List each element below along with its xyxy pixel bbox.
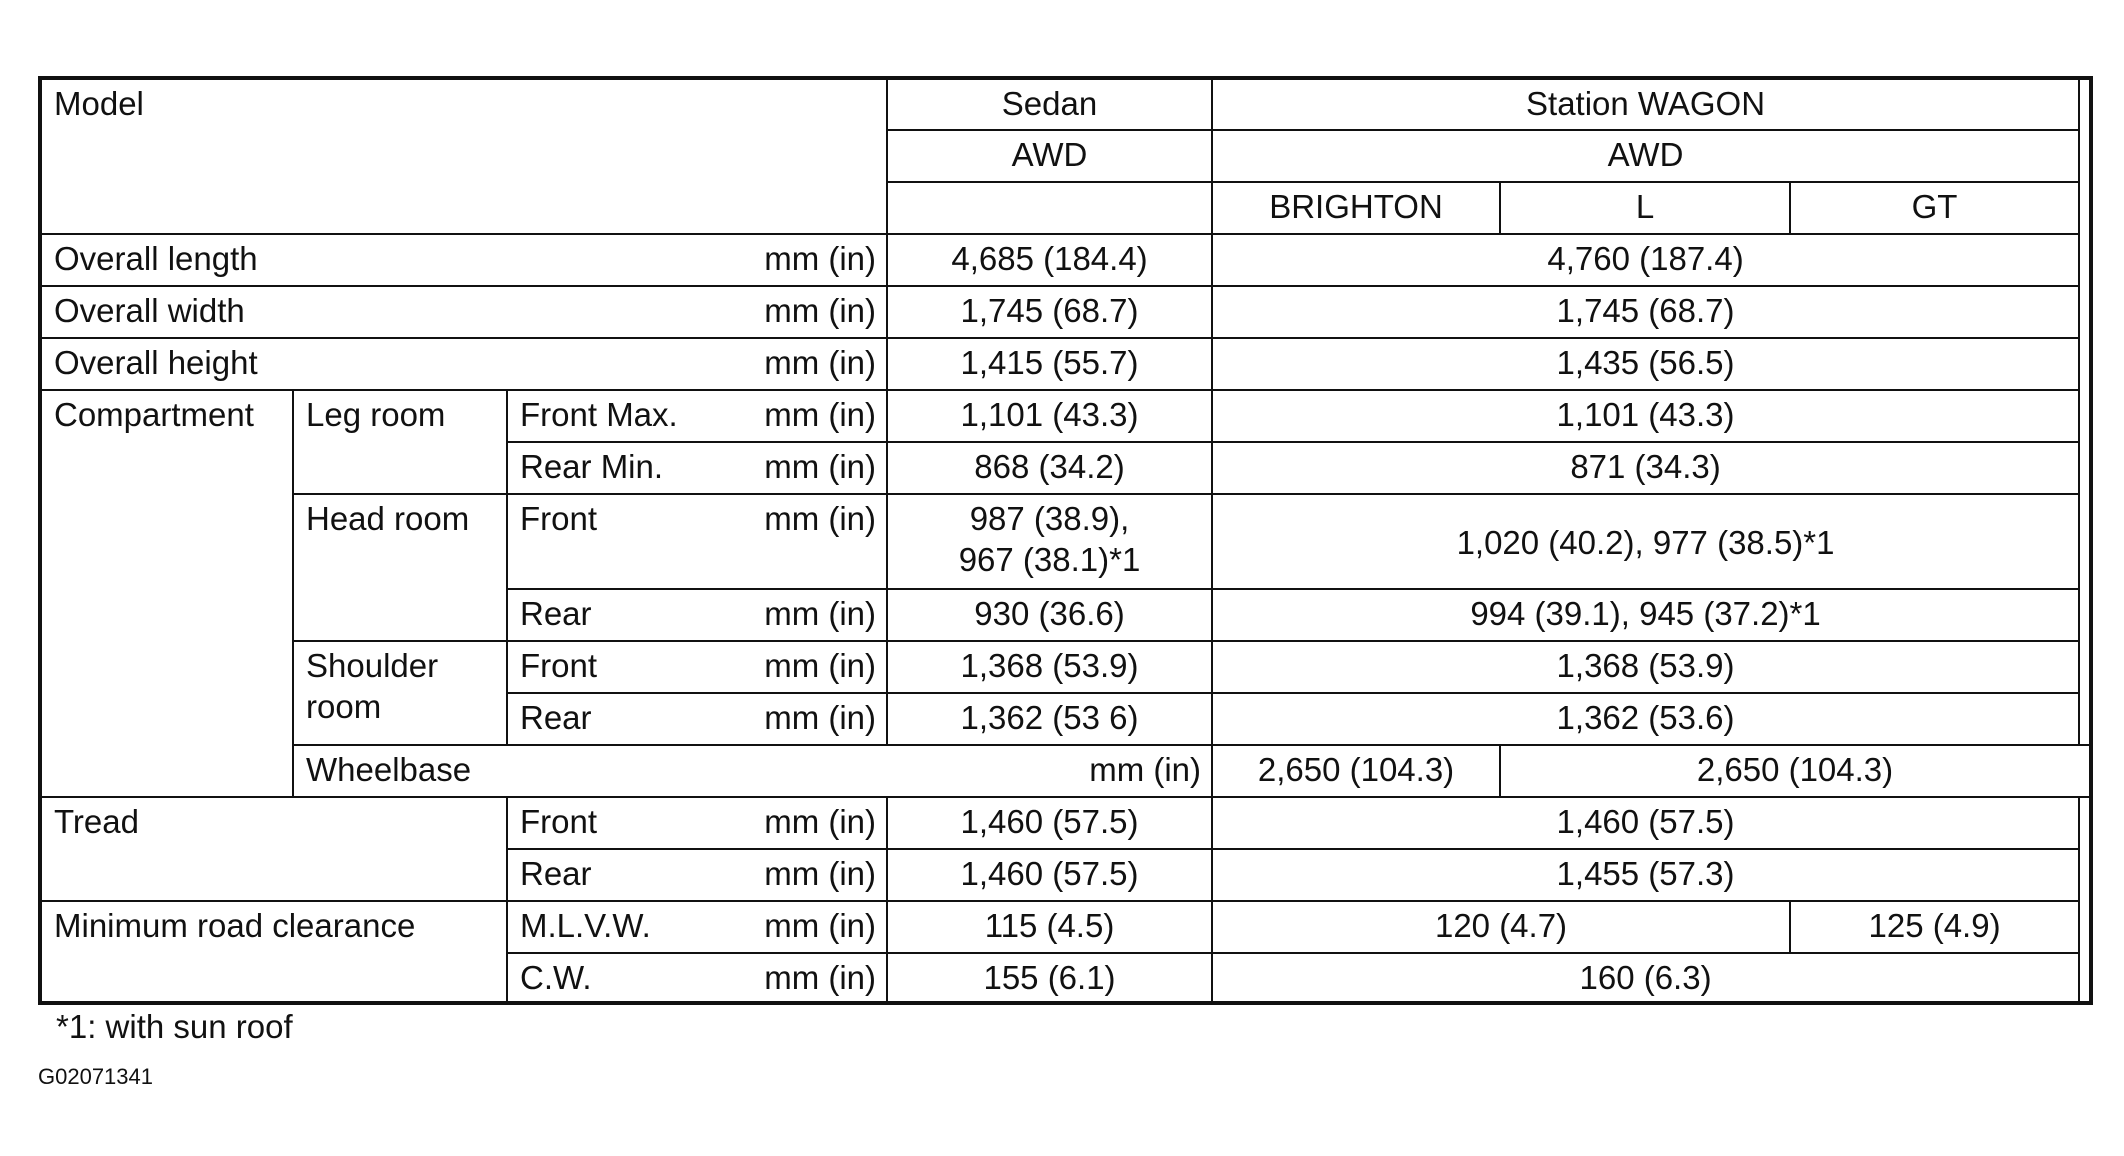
unit: mm (in) xyxy=(887,745,1212,797)
value-sedan-cw: 155 (6.1) xyxy=(887,953,1212,1003)
unit: mm (in) xyxy=(741,338,887,390)
value-sedan-tread-front: 1,460 (57.5) xyxy=(887,797,1212,849)
row-label-wheelbase: Wheelbase xyxy=(293,745,887,797)
value-sedan-mlvw: 115 (4.5) xyxy=(887,901,1212,953)
value-wagon-tread-rear: 1,455 (57.3) xyxy=(1212,849,2079,901)
header-trim-l: L xyxy=(1500,182,1790,234)
unit: mm (in) xyxy=(741,286,887,338)
value-wagon-brighton-l-mlvw: 120 (4.7) xyxy=(1212,901,1790,953)
value-sedan-leg-room-front: 1,101 (43.3) xyxy=(887,390,1212,442)
value-wagon-head-room-rear: 994 (39.1), 945 (37.2)*1 xyxy=(1212,589,2079,641)
unit: mm (in) xyxy=(741,641,887,693)
row-label-shoulder-room-line2: room xyxy=(306,688,382,726)
value-wagon-head-room-front: 1,020 (40.2), 977 (38.5)*1 xyxy=(1212,494,2079,589)
value-sedan-leg-room-rear: 868 (34.2) xyxy=(887,442,1212,494)
value-wagon-tread-front: 1,460 (57.5) xyxy=(1212,797,2079,849)
row-label-leg-room-front: Front Max. xyxy=(507,390,741,442)
row-label-min-road-clearance: Minimum road clearance xyxy=(40,901,507,1003)
row-label-head-room: Head room xyxy=(293,494,507,641)
value-sedan-overall-length: 4,685 (184.4) xyxy=(887,234,1212,286)
row-label-overall-width: Overall width xyxy=(40,286,741,338)
row-label-overall-height: Overall height xyxy=(40,338,741,390)
header-sedan-drive: AWD xyxy=(887,130,1212,182)
value-sedan-overall-height: 1,415 (55.7) xyxy=(887,338,1212,390)
value-wagon-leg-room-front: 1,101 (43.3) xyxy=(1212,390,2079,442)
unit: mm (in) xyxy=(741,442,887,494)
value-wagon-overall-length: 4,760 (187.4) xyxy=(1212,234,2079,286)
unit: mm (in) xyxy=(741,797,887,849)
value-sedan-shoulder-room-front: 1,368 (53.9) xyxy=(887,641,1212,693)
row-label-tread-rear: Rear xyxy=(507,849,741,901)
row-label-shoulder-room-rear: Rear xyxy=(507,693,741,745)
value-sedan-head-room-front xyxy=(887,494,1212,589)
value-wagon-shoulder-room-rear: 1,362 (53.6) xyxy=(1212,693,2079,745)
header-sedan-trim-empty xyxy=(887,182,1212,234)
row-label-leg-room: Leg room xyxy=(293,390,507,494)
row-label-tread: Tread xyxy=(40,797,507,901)
row-label-compartment: Compartment xyxy=(40,390,293,797)
header-model: Model xyxy=(40,78,887,234)
value-wagon-overall-height: 1,435 (56.5) xyxy=(1212,338,2079,390)
footnote-sun-roof: *1: with sun roof xyxy=(56,1008,293,1045)
value-sedan-wheelbase: 2,650 (104.3) xyxy=(1212,745,1500,797)
value-wagon-leg-room-rear: 871 (34.3) xyxy=(1212,442,2079,494)
unit: mm (in) xyxy=(741,901,887,953)
row-label-overall-length: Overall length xyxy=(40,234,741,286)
value-wagon-shoulder-room-front: 1,368 (53.9) xyxy=(1212,641,2079,693)
row-label-shoulder-room xyxy=(293,641,507,745)
row-label-leg-room-rear: Rear Min. xyxy=(507,442,741,494)
unit: mm (in) xyxy=(741,849,887,901)
value-sedan-head-room-front-line2: 967 (38.1)*1 xyxy=(958,541,1141,579)
value-wagon-gt-mlvw: 125 (4.9) xyxy=(1790,901,2079,953)
value-wagon-overall-width: 1,745 (68.7) xyxy=(1212,286,2079,338)
value-sedan-head-room-rear: 930 (36.6) xyxy=(887,589,1212,641)
unit: mm (in) xyxy=(741,234,887,286)
value-sedan-head-room-front-line1: 987 (38.9), xyxy=(969,500,1130,537)
header-station-wagon: Station WAGON xyxy=(1212,78,2079,130)
value-wagon-wheelbase: 2,650 (104.3) xyxy=(1500,745,2091,797)
row-label-head-room-front: Front xyxy=(507,494,741,589)
value-sedan-overall-width: 1,745 (68.7) xyxy=(887,286,1212,338)
unit: mm (in) xyxy=(741,693,887,745)
row-label-head-room-rear: Rear xyxy=(507,589,741,641)
header-trim-brighton: BRIGHTON xyxy=(1212,182,1500,234)
row-label-shoulder-room-line1: Shoulder xyxy=(306,647,439,684)
dimensions-table xyxy=(38,76,2093,1005)
header-trim-gt: GT xyxy=(1790,182,2079,234)
value-wagon-cw: 160 (6.3) xyxy=(1212,953,2079,1003)
header-wagon-drive: AWD xyxy=(1212,130,2079,182)
value-sedan-shoulder-room-rear: 1,362 (53 6) xyxy=(887,693,1212,745)
row-label-mlvw: M.L.V.W. xyxy=(507,901,741,953)
figure-code: G02071341 xyxy=(38,1064,153,1089)
unit: mm (in) xyxy=(741,589,887,641)
unit: mm (in) xyxy=(741,494,887,589)
row-label-shoulder-room-front: Front xyxy=(507,641,741,693)
header-sedan: Sedan xyxy=(887,78,1212,130)
unit: mm (in) xyxy=(741,953,887,1003)
row-label-cw: C.W. xyxy=(507,953,741,1003)
row-label-tread-front: Front xyxy=(507,797,741,849)
unit: mm (in) xyxy=(741,390,887,442)
value-sedan-tread-rear: 1,460 (57.5) xyxy=(887,849,1212,901)
